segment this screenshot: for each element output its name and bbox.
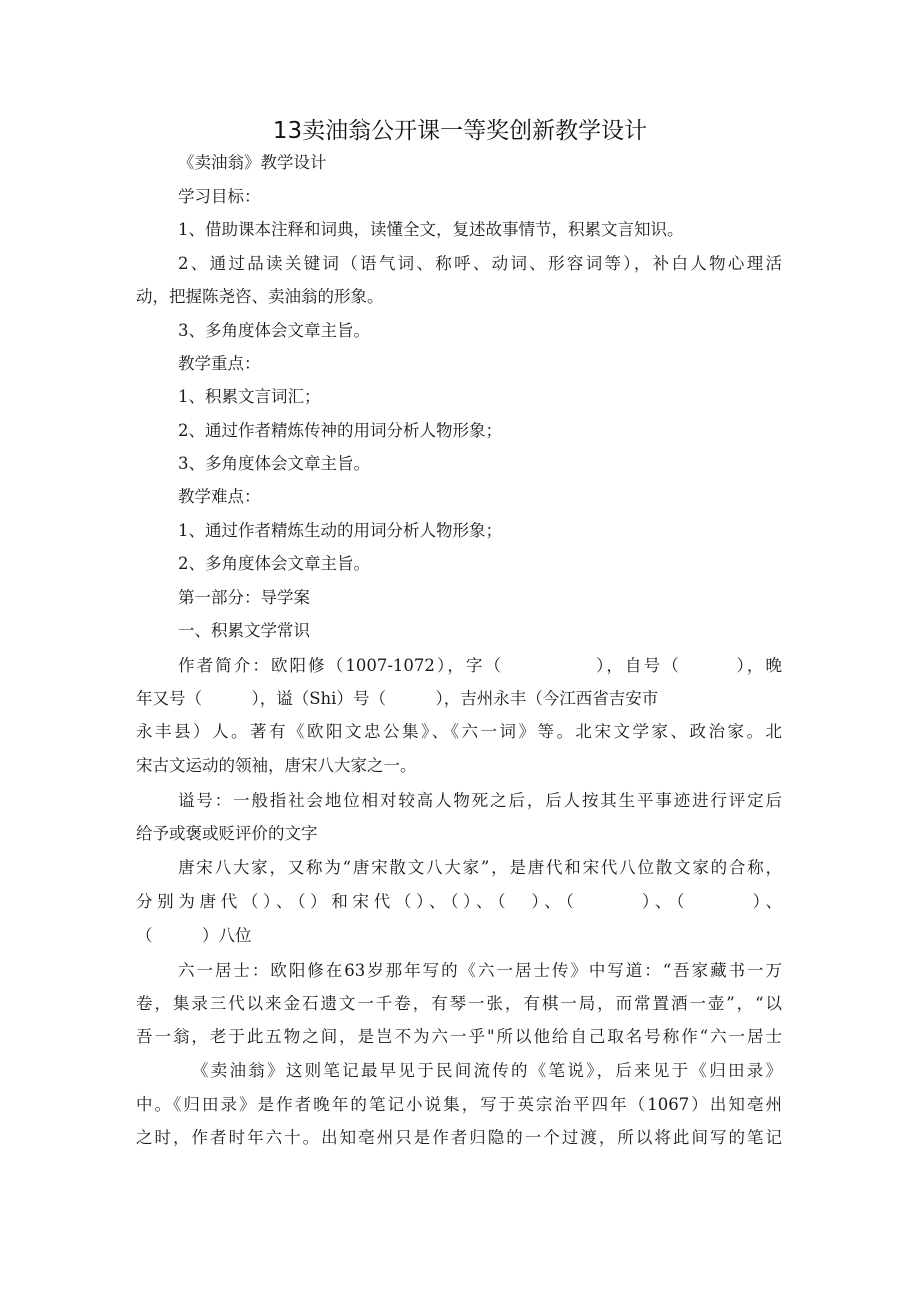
text-line-author-1: 作者简介：欧阳修（1007-1072），字（ ），自号（ ），晚 [178,656,782,675]
text-line-author-4: 宋古文运动的领袖，唐宋八大家之一。 [136,756,417,775]
text-line-shihao-1: 谥号：一般指社会地位相对较高人物死之后，后人按其生平事迹进行评定后 [178,791,782,810]
text-line-source-3: 之时，作者时年六十。出知亳州只是作者归隐的一个过渡，所以将此间写的笔记 [136,1128,782,1147]
text-line-author-3: 永丰县）人。著有《欧阳文忠公集》、《六一词》等。北宋文学家、政治家。北 [136,722,782,741]
text-line-author-2: 年又号（ ），谥（Shi）号（ ），吉州永丰（今江西省吉安市 [136,689,659,708]
text-line-key-point-3: 3、多角度体会文章主旨。 [178,454,370,473]
text-line-objective-2a: 2、通过品读关键词（语气词、称呼、动词、形容词等），补白人物心理活 [178,254,782,273]
text-line-objective-2b: 动，把握陈尧咨、卖油翁的形象。 [136,287,384,306]
text-line-eight-masters-2: 分别为唐代（）、（）和宋代（）、（）、（ ）、（ ）、（ ）、 [136,892,782,911]
text-line-objective-3: 3、多角度体会文章主旨。 [178,321,370,340]
text-line-difficulty-2: 2、多角度体会文章主旨。 [178,554,370,573]
text-line-difficulty-1: 1、通过作者精炼生动的用词分析人物形象； [178,521,502,540]
text-line-shihao-2: 给予或褒或贬评价的文字 [136,824,318,843]
text-line-part-one: 第一部分：导学案 [178,588,310,607]
document-title: 13卖油翁公开课一等奖创新教学设计 [272,118,648,144]
text-line-source-2: 中。《归田录》是作者晚年的笔记小说集，写于英宗治平四年（1067）出知亳州 [136,1095,782,1114]
text-line-objective-1: 1、借助课本注释和词典，读懂全文，复述故事情节，积累文言知识。 [178,220,684,239]
text-line-objectives-heading: 学习目标： [178,187,261,206]
text-line-eight-masters-3: （ ）八位 [136,926,252,945]
text-line-liuyi-3: 吾一翁，老于此五物之间，是岂不为六一乎"所以他给自己取名号称作“六一居士 [136,1027,782,1046]
text-line-eight-masters-1: 唐宋八大家，又称为“唐宋散文八大家”，是唐代和宋代八位散文家的合称， [178,858,782,877]
text-line-key-points-heading: 教学重点： [178,354,261,373]
text-line-difficulties-heading: 教学难点： [178,487,261,506]
text-line-key-point-2: 2、通过作者精炼传神的用词分析人物形象； [178,421,502,440]
text-line-subtitle: 《卖油翁》教学设计 [178,153,327,172]
text-line-liuyi-2: 卷，集录三代以来金石遗文一千卷，有琴一张，有棋一局，而常置酒一壶”，“以 [136,994,782,1013]
text-line-liuyi-1: 六一居士：欧阳修在63岁那年写的《六一居士传》中写道：“吾家藏书一万 [178,961,782,980]
text-line-section-one: 一、积累文学常识 [178,621,310,640]
text-line-source-1: 《卖油翁》这则笔记最早见于民间流传的《笔说》，后来见于《归田录》 [192,1061,782,1080]
text-line-key-point-1: 1、积累文言词汇； [178,387,321,406]
